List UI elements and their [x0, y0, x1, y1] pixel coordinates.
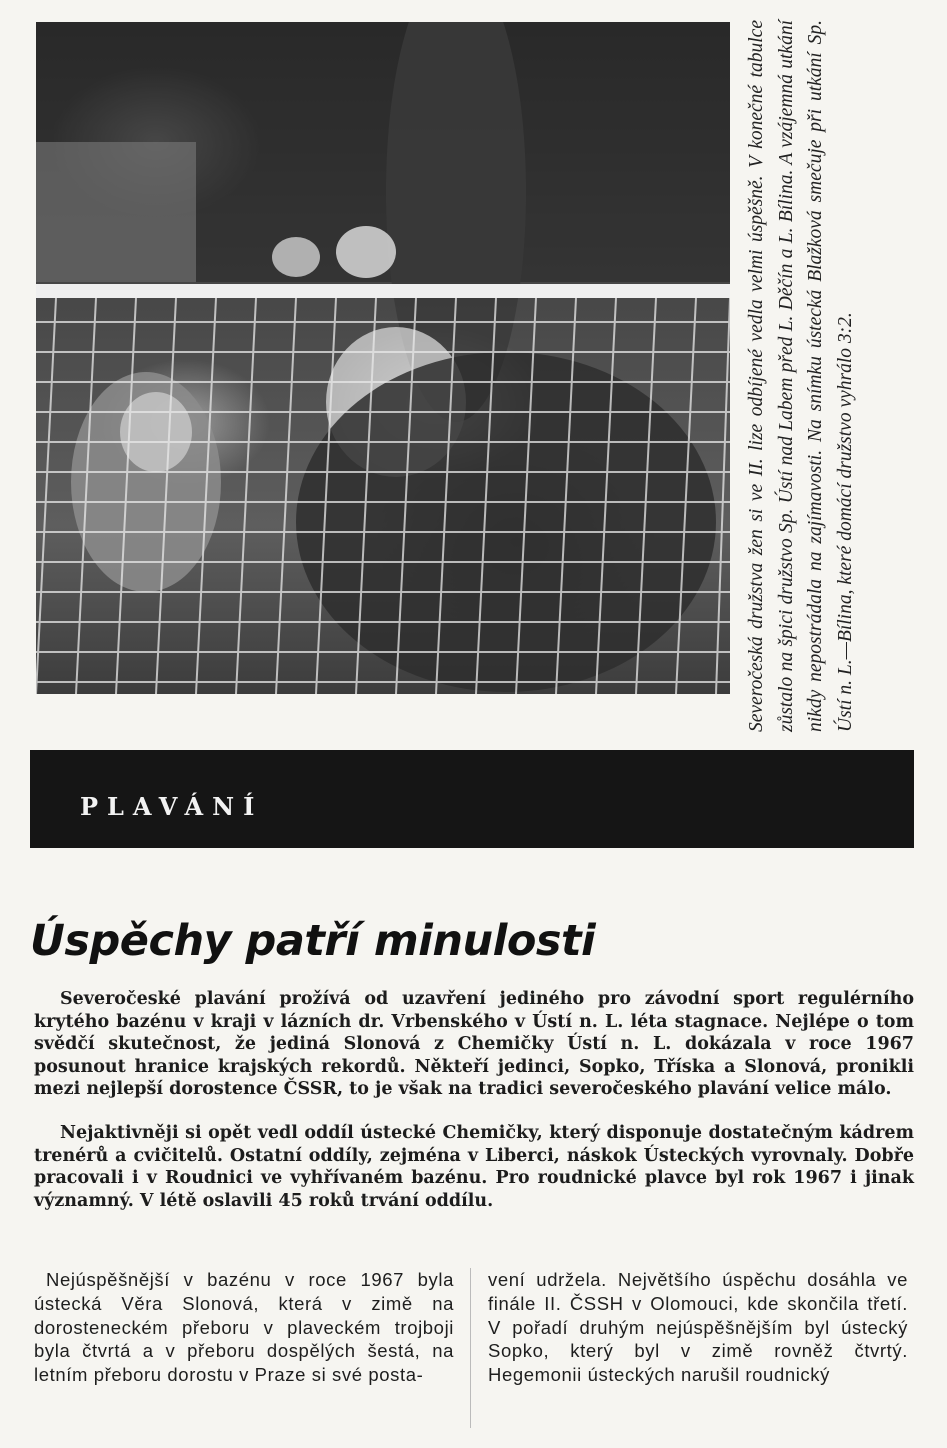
section-label: PLAVÁNÍ — [80, 792, 264, 821]
lead-paragraph-2: Nejaktivněji si opět vedl oddíl ústecké Chemičky, který disponuje dostatečným kádrem trenérů a cvičitelů. Ostatní oddíly, zejména v Liberci, náskok Ústeckých vyrovnaly. Dobře pracovali i v Roudnici ve vyhřívaném bazénu. Pro roudnické plavce byl rok 1967 i jinak významný. V létě oslavili 45 roků trvání oddílu. — [34, 1123, 914, 1211]
column-divider — [470, 1268, 471, 1428]
section-banner — [30, 750, 914, 848]
photo-caption — [742, 20, 932, 740]
caption-text: Severočeská družstva žen si ve II. lize odbíjené vedla velmi úspěšně. V konečné tabulce zůstalo na špici družstvo Sp. Ústí nad Labem před L. Děčín a L. Bílina. A vzájemná utkání nikdy nepostrádala na zajímavosti. Na snímku ústecká Blažková smečuje při utkání Sp. Ústí n. L.—Bílina, které domácí družstvo vyhrálo 3:2. — [746, 20, 856, 732]
photo-illustration — [36, 22, 730, 694]
volleyball-photo — [36, 22, 730, 694]
article-headline: Úspěchy patří minulosti — [30, 916, 596, 966]
lead-paragraph-1: Severočeské plavání prožívá od uzavření jediného pro závodní sport regulérního krytého bazénu v kraji v lázních dr. Vrbenského v Ústí n. L. léta stagnace. Nejlépe o tom svědčí skutečnost, že jediná Slonová z Chemičky Ústí n. L. dokázala v roce 1967 posunout hranice krajských rekordů. Někteří jedinci, Sopko, Tříska a Slonová, pronikli mezi nejlepší dorostence ČSSR, to je však na tradici severočeského plavání velice málo. — [34, 989, 914, 1099]
body-column-right: vení udržela. Největšího úspěchu dosáhla ve finále II. ČSSH v Olomouci, kde skončila třetí. V pořadí druhým nejúspěšnějším byl ústecký Sopko, který byl v zimě rovněž čtvrtý. Hegemonii ústeckých narušil roudnický — [488, 1269, 908, 1386]
body-column-left: Nejúspěšnější v bazénu v roce 1967 byla ústecká Věra Slonová, která v zimě na dorosteneckém přeboru v plaveckém trojboji byla čtvrtá a v přeboru dospělých šestá, na letním přeboru dorostu v Praze si své posta- — [34, 1269, 454, 1386]
